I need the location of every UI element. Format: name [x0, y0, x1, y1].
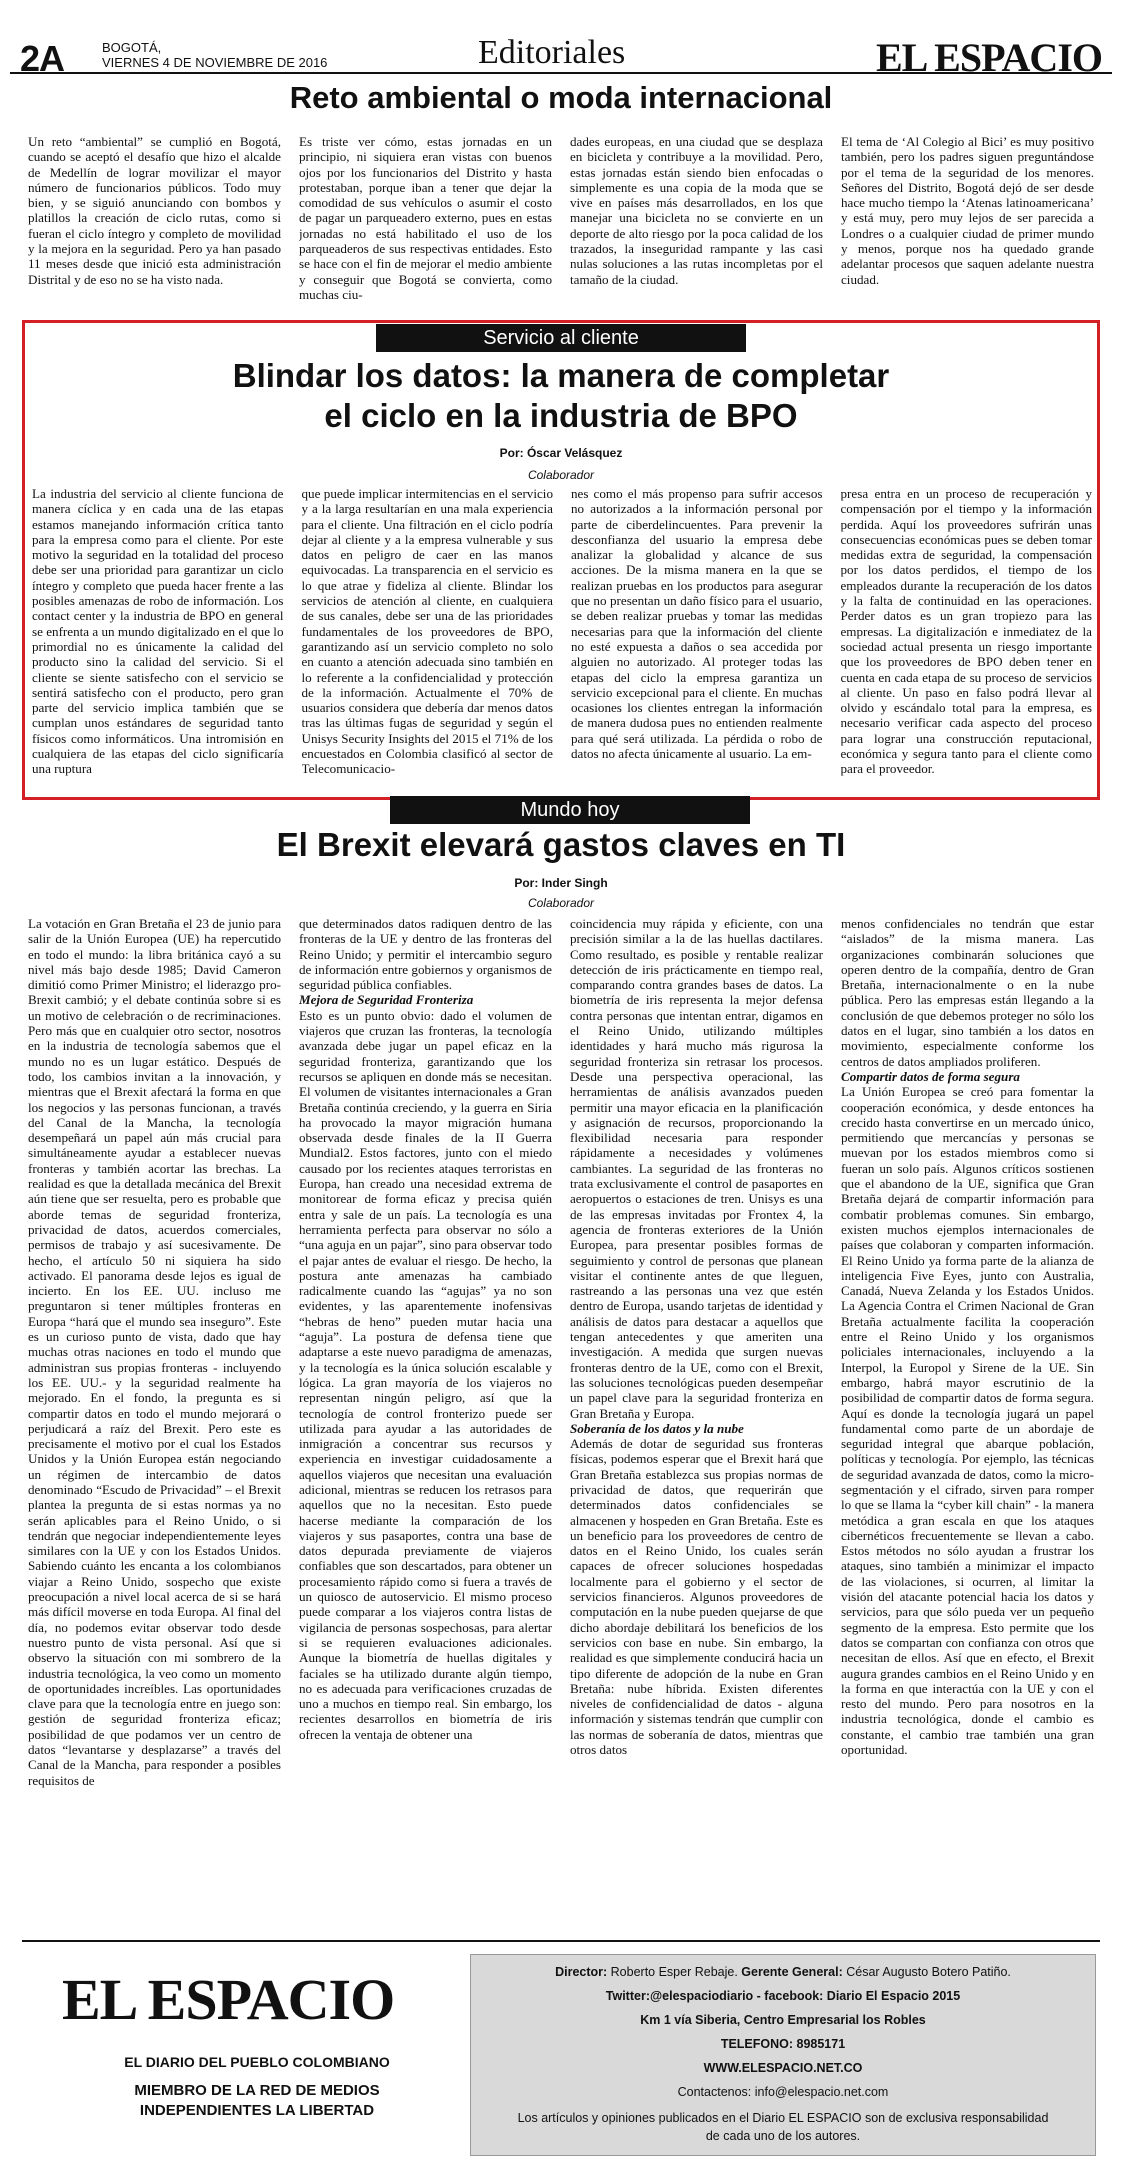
footer-phone: TELEFONO: 8985171 [720, 2037, 846, 2051]
article1-body [28, 134, 1094, 310]
manager-label: Gerente General: [741, 1965, 843, 1979]
footer-disclaimer-1: Los artículos y opiniones publicados en el Diario EL ESPACIO son de exclusiva responsabilidad [517, 2111, 1049, 2125]
director-name: Roberto Esper Rebaje. [610, 1965, 738, 1979]
footer-disclaimer-2: de cada uno de los autores. [705, 2129, 861, 2143]
article1-col-2: Es triste ver cómo, estas jornadas en un principio, ni siquiera eran vistas con buenos ojos por los funcionarios del Distrito y hasta protestaban, porque iban a tener que dejar la comodidad de sus vehículos o asumir el costo de pagar un parqueadero externo, pues en estas jornadas no está habilitado el uso de los parqueaderos de sus respectivas entidades. Esto se hace con el fin de mejorar el medio ambiente y conseguir que Bogotá se convierta, como muchas ciu- [299, 134, 552, 302]
article2-role: Colaborador [527, 468, 595, 482]
section-title: Editoriales [478, 34, 626, 71]
page-number: 2A [20, 38, 65, 79]
article1-col-3: dades europeas, en una ciudad que se desplaza en bicicleta y contribuye a la movilidad. Pero, estas jornadas están siendo bien enfocadas o simplemente es una copia de la moda que se vive en países más desarrollados, en los que manejar una bicicleta no se convierte en un deporte de alto riesgo por la poca calidad de los trazados, la inseguridad rampante y las casi nulas soluciones a las rutas incompletas por el tamaño de la ciudad. [570, 134, 823, 287]
article3-col-1 [28, 916, 281, 1916]
footer-info-box [470, 1954, 1096, 2156]
footer-member-line1: MIEMBRO DE LA RED DE MEDIOS [134, 2082, 380, 2099]
article3-col2-text-a: que determinados datos radiquen dentro de las fronteras de la UE y dentro de las fronteras del Reino Unido; y permitir el intercambio seguro de información entre gobiernos y organismos de seguridad pública confiables. [299, 916, 552, 993]
footer-tagline: EL DIARIO DEL PUEBLO COLOMBIANO [124, 2054, 390, 2070]
article2-headline-line2: el ciclo en la industria de BPO [324, 397, 798, 434]
article1-col-4: El tema de ‘Al Colegio al Bici’ es muy positivo también, pero los padres siguen preguntándose por el tema de la seguridad de los menores. Señores del Distrito, Bogotá dejó de ser desde hace mucho tiempo la ‘Atenas latinoamericana’ y está muy, pero muy lejos de ser parecida a Londres o a cualquier ciudad de primer mundo y menos, porque nos ha quedado grande adelantar procesos que saquen adelante nuestra ciudad. [841, 134, 1094, 287]
dateline [102, 40, 327, 70]
article1-col-1: Un reto “ambiental” se cumplió en Bogotá, cuando se aceptó el desafío que hizo el alcalde de Medellín de lograr movilizar el mayor número de funcionarios públicos. Todo muy bien, y se siguió anunciando con bombos y platillos la creación de ciclo rutas, como si fueran el ciclo íntegro y completo de movilidad y la mejora en la seguridad. Pero ya han pasado 11 meses desde que inició esta administración Distrital y de eso no se ha visto nada. [28, 134, 281, 287]
article3-subhead-2: Soberanía de los datos y la nube [570, 1420, 744, 1436]
article2-kicker: Servicio al cliente [376, 324, 746, 352]
article2-byline: Por: Óscar Velásquez [499, 446, 623, 460]
article3-col4-text-a: menos confidenciales no tendrán que estar “aislados” de la misma manera. Las organizaciones combinarán soluciones que operen dentro de la compañía, dentro de Gran Bretaña, internacionalmente o en la nube pública. Pero las empresas están llegando a la conclusión de que debemos proteger no sólo los datos en el lugar, sino también a los datos en movimiento, especialmente conforme los centros de datos ampliados proliferen. [841, 916, 1094, 1069]
newspaper-logo: EL ESPACIO [876, 35, 1102, 80]
footer-staff [471, 1965, 1095, 1979]
article2-col-2: que puede implicar intermitencias en el servicio y a la larga resultarían en una mala experiencia para el cliente. Una filtración en el ciclo podría dejar al cliente y a la empresa vulnerable y sus datos en peligro de caer en las manos equivocadas. La transparencia en el servicio es lo que atrae y fideliza al cliente. Blindar los servicios de atención al cliente, en cualquiera de sus canales, debe ser una de las prioridades fundamentales de los proveedores de BPO, garantizando así un servicio completo no solo en cuanto a atención adecuada sino también en lo referente a la confidencialidad y protección de la información. Actualmente el 70% de usuarios considera que debería dar menos datos tras las últimas fugas de seguridad y según el Unisys Security Insights del 2015 el 71% de los encuestados en Colombia clasificó al sector de Telecomunicacio- [301, 486, 553, 777]
article3-body [28, 916, 1094, 1916]
article1-headline: Reto ambiental o moda internacional [289, 80, 833, 115]
article2-body [32, 486, 1092, 788]
article3-headline: El Brexit elevará gastos claves en TI [276, 826, 846, 863]
article2-col-1: La industria del servicio al cliente funciona de manera cíclica y en cada una de las etapas estamos manejando información crítica tanto para la empresa como para el cliente. Por este motivo la seguridad en la totalidad del proceso debe ser una prioridad para garantizar un ciclo íntegro y completo que pueda hacer frente a las posibles amenazas de robo de información. Los contact center y la industria de BPO en general se enfrenta a un mundo digitalizado en el que lo primordial no es únicamente la calidad del producto sino la calidad del servicio. Si el cliente se siente satisfecho con el servicio se sentirá satisfecho con el producto, pero gran parte del servicio implica también que se cumplan unos estándares de seguridad tanto físicos como informáticos. Una intromisión en cualquiera de las etapas del ciclo significaría una ruptura [32, 486, 284, 777]
article3-col4-text-b: La Unión Europea se creó para fomentar la cooperación económica, y desde entonces ha crecido hasta convertirse en un mercado único, permitiendo que mercancías y personas se muevan por los estados miembros como si fueran un solo país. Algunos críticos sostienen que el abandono de la UE, significa que Gran Bretaña dejará de compartir información para combatir problemas comunes. Sin embargo, existen muchos ejemplos internacionales de países que colaboran y comparten información. El Reino Unido ya forma parte de la alianza de inteligencia Five Eyes, junto con Australia, Canadá, Nueva Zelanda y los Estados Unidos. La Agencia Contra el Crimen Nacional de Gran Bretaña actualmente facilita la cooperación entre el Reino Unido y los organismos policiales internacionales, incluyendo a la Interpol, la Europol y Sirene de la UE. Sin embargo, habrá mayor escrutinio de la posibilidad de compartir datos de forma segura. Aquí es donde la tecnología jugará un papel fundamental como parte de un abordaje de seguridad integral que abarque población, políticas y tecnología. Por ejemplo, las técnicas de seguridad avanzada de datos, como la micro-segmentación y el cifrado, sirven para romper lo que se llama la “cyber kill chain” - la manera metódica a gran escala en que los ataques cibernéticos frecuentemente se llevan a cabo. Estos métodos no sólo ayudan a frustrar los ataques, sino también a minimizar el impacto de las violaciones, si ocurren, al limitar la visión del atacante potencial hacia los datos y servicios, para que sólo pueda ver un pequeño segmento de la empresa. Esto permite que los datos se compartan con confianza con otros que necesitan de ellos. Así que en efecto, el Brexit augura grandes cambios en el Reino Unido y en la forma en que interactúa con la UE y con el resto del mundo. Pero para nosotros en la industria tecnológica, donde el cambio es constante, el cambio trae también una gran oportunidad. [841, 1084, 1094, 1758]
article3-byline: Por: Inder Singh [514, 876, 608, 890]
article2-col-4: presa entra en un proceso de recuperación y compensación por el tiempo y la información perdida. Aquí los proveedores sufrirán unas consecuencias económicas pues se deben tomar medidas extra de seguridad, la compensación por los datos perdidos, el tiempo de los empleados durante la recuperación de los datos y la falta de continuidad en las operaciones. Perder datos es un gran tropiezo para las empresas. La digitalización e inmediatez de la sociedad actual presenta un riesgo importante que los proveedores de BPO deben tener en cuenta en cada etapa de su proceso de servicios al cliente. Un paso en falso podrá llevar al olvido y escándalo total para la empresa, es necesario verificar cada aspecto del proceso para lograr una construcción reputacional, económica y segura tanto para el cliente como para el proveedor. [840, 486, 1092, 777]
article2-headline [60, 356, 1062, 436]
footer-social: Twitter:@elespaciodiario - facebook: Diario El Espacio 2015 [605, 1989, 961, 2003]
masthead [10, 8, 1112, 80]
article3-subhead-1: Mejora de Seguridad Fronteriza [299, 992, 474, 1008]
article3-col1-text: La votación en Gran Bretaña el 23 de junio para salir de la Unión Europea (UE) ha repercutido en todo el mundo: la libra británica cayó a su nivel más bajo desde 1985; David Cameron dimitió como Primer Ministro; el liderazgo pro-Brexit cambió; y el debate continúa sobre si es un motivo de celebración o de recriminaciones. Pero más que en cualquier otro sector, nosotros en la industria de tecnología sabemos que el mundo no es un lugar estático. Después de todo, los cambios invitan a la innovación, y mientras que el Brexit afectará la forma en que los negocios y las personas funcionan, a través del Canal de la Mancha, la tecnología desempeñará un papel aún más crucial para simultáneamente ayudar a establecer nuevas fronteras y también acortar las brechas. La realidad es que la detallada mecánica del Brexit aún tiene que ser resuelta, pero es probable que aborde temas de seguridad fronteriza, privacidad de datos, acuerdos comerciales, permisos de trabajo y así sucesivamente. De hecho, el artículo 50 ni siquiera ha sido activado. El panorama desde lejos es igual de incierto. En los EE. UU. incluso me preguntaron si tener múltiples fronteras en Europa “hará que el mundo sea inseguro”. Este es un curioso punto de vista, dado que hay muchas otras naciones en todo el mundo que administran sus propias fronteras - incluyendo los EE. UU.- y la seguridad realmente ha mejorado. En el fondo, la pregunta es si compartir datos en todo el mundo mejorará o perjudicará a raíz del Brexit. Pero este es precisamente el motivo por el cual los Estados Unidos y la Unión Europea están negociando un régimen de intercambio de datos denominado “Escudo de Privacidad” – el Brexit plantea la pregunta de si estas normas ya no serán aplicables para el Reino Unido, o si tendrán que negociar independientemente leyes similares con la UE y con los Estados Unidos. Sabiendo cuánto les encanta a los colombianos viajar a Reino Unido, sospecho que existe preocupación a nivel local acerca de si se hará más difícil moverse en toda Europa. Al final del día, no podemos evitar observar todo desde nuestro punto de vista personal. Así que si observo la situación con mi sombrero de la industria tecnológica, la veo como un momento de oportunidades increíbles. Las oportunidades clave para que la tecnología entre en juego son: gestión de seguridad fronteriza eficaz; posibilidad de que podamos ver un centro de datos “levantarse y desplazarse” a través del Canal de la Mancha, para responder a posibles requisitos de [28, 916, 281, 1788]
article2-headline-line1: Blindar los datos: la manera de completar [232, 357, 890, 394]
footer-member-line2: INDEPENDIENTES LA LIBERTAD [139, 2102, 375, 2119]
dateline-city: BOGOTÁ, [102, 40, 162, 55]
article3-kicker: Mundo hoy [390, 796, 750, 824]
footer-address: Km 1 vía Siberia, Centro Empresarial los Robles [640, 2013, 926, 2027]
manager-name: César Augusto Botero Patiño. [846, 1965, 1011, 1979]
footer-website: WWW.ELESPACIO.NET.CO [703, 2061, 863, 2075]
article3-col3-text-a: coincidencia muy rápida y eficiente, con una precisión similar a la de las huellas dactilares. Como resultado, es posible y rentable realizar detección de iris prácticamente en tiempo real, comparando contra grandes bases de datos. La biometría de iris representa la mejor defensa contra personas que intentan entrar, digamos en el Reino Unido, utilizando múltiples identidades y hará mucho más rigurosa la seguridad fronteriza sin retrasar los procesos. Desde una perspectiva operacional, las herramientas de análisis avanzados pueden permitir una mayor eficacia en la planificación y asignación de recursos, proporcionando la flexibilidad necesaria para responder rápidamente a necesidades y volúmenes cambiantes. La seguridad de las fronteras no trata exclusivamente el control de pasaportes en aeropuertos o estaciones de tren. Unisys es una de las empresas invitadas por Frontex 4, la agencia de fronteras exteriores de la Unión Europea, para presentar posibles formas de seguimiento y control de personas que planean visitar el continente antes de que lleguen, rastreando a las personas una vez que estén dentro de Europa, usando tarjetas de identidad y análisis de datos para destacar a aquellos que tengan antecedentes y que ameriten una investigación. A medida que surgen nuevas fronteras dentro de la UE, como con el Brexit, las soluciones tecnológicas pueden desempeñar un papel clave para la seguridad fronteriza en Gran Bretaña y Europa. [570, 916, 823, 1421]
article3-col-3 [570, 916, 823, 1916]
footer-logo: EL ESPACIO [62, 1967, 395, 2032]
article3-col3-text-b: Además de dotar de seguridad sus fronteras físicas, podemos esperar que el Brexit hará que Gran Bretaña establezca sus propias normas de privacidad de datos, que requerirán que determinados datos confidenciales se almacenen y hospeden en Gran Bretaña. Este es un beneficio para los proveedores de centro de datos en el Reino Unido, los cuales serán capaces de ofrecer soluciones hospedadas localmente para el gobierno y el sector de servicios financieros. Algunos proveedores de computación en la nube pueden quejarse de que dicho abordaje debilitará los beneficios de los servicios con base en nube. Sin embargo, la realidad es que simplemente conducirá hacia un tipo diferente de adopción de la nube en Gran Bretaña: nube híbrida. Existen diferentes niveles de confidencialidad de datos - alguna información y sistemas tendrán que cumplir con las normas de soberanía de datos, mientras que otros datos [570, 1436, 823, 1758]
article2-col-3: nes como el más propenso para sufrir accesos no autorizados a la información personal por parte de ciberdelincuentes. Para prevenir la desconfianza del usuario la empresa debe analizar la globalidad y alcance de sus acciones. De la misma manera en la que se realizan pruebas en los productos para asegurar que no presentan un daño físico para el usuario, se deben realizar pruebas y tomar las medidas necesarias para que la información del cliente no esté expuesta a daños o sea accedida por alguien no autorizado. Al proteger todas las etapas del ciclo la empresa garantiza un servicio excepcional para el cliente. En muchas ocasiones los clientes entregan la información de manera dudosa pues no entienden realmente para qué será utilizada. La pérdida o robo de datos no afecta únicamente al usuario. La em- [571, 486, 823, 762]
article3-col-4 [841, 916, 1094, 1916]
footer-contact: Contactenos: info@elespacio.net.com [677, 2085, 889, 2099]
article3-col-2 [299, 916, 552, 1916]
dateline-date: VIERNES 4 DE NOVIEMBRE DE 2016 [102, 55, 328, 70]
director-label: Director: [555, 1965, 608, 1979]
article3-role: Colaborador [527, 896, 595, 910]
footer [22, 1940, 1100, 2170]
article3-subhead-3: Compartir datos de forma segura [841, 1068, 1020, 1084]
article3-col2-text-b: Esto es un punto obvio: dado el volumen de viajeros que cruzan las fronteras, la tecnología avanzada debe jugar un papel eficaz en la seguridad fronteriza, garantizando que los recursos se apliquen en donde más se necesitan. El volumen de visitantes internacionales a Gran Bretaña continúa creciendo, y la guerra en Siria ha provocado la mayor migración humana observada desde finales de la II Guerra Mundial2. Estos factores, junto con el miedo causado por los recientes ataques terroristas en Europa, han creado una necesidad extrema de monitorear de forma eficaz y precisa quién entra y sale de un país. La tecnología es una herramienta perfecta para observar no sólo a “una aguja en un pajar”, sino para observar todo el pajar antes de evaluar el riesgo. De hecho, la postura ante amenazas ha cambiado radicalmente cuando las “agujas” ya no son evidentes, y las aparentemente inofensivas “hebras de heno” pueden mutar hacia una “aguja”. La postura de defensa tiene que adaptarse a este nuevo paradigma de amenazas, y la tecnología es la única solución escalable y lógica. La gran mayoría de los viajeros no representan ningún peligro, así que la tecnología de control fronterizo puede ser utilizada para ayudar a las autoridades de inmigración a concentrar sus recursos y experiencia en investigar cuidadosamente a aquellos viajeros que necesitan una evaluación adicional, mientras se reducen los retrasos para aquellos que no la necesitan. Esto puede hacerse mediante la comparación de los viajeros y sus pasaportes, contra una base de datos depurada previamente de viajeros confiables que son descartados, para obtener un procesamiento rápido como si fuera a través de un quiosco de autoservicio. El mismo proceso puede comparar a los viajeros contra listas de vigilancia de personas sospechosas, para alertar si se requieren evaluaciones adicionales. Aunque la biometría de huellas digitales y faciales se ha utilizado durante algún tiempo, no es adecuada para verificaciones cruzadas de uno a muchos en tiempo real. Sin embargo, los recientes desarrollos en biometría de iris ofrecen la ventaja de obtener una [299, 1007, 552, 1742]
